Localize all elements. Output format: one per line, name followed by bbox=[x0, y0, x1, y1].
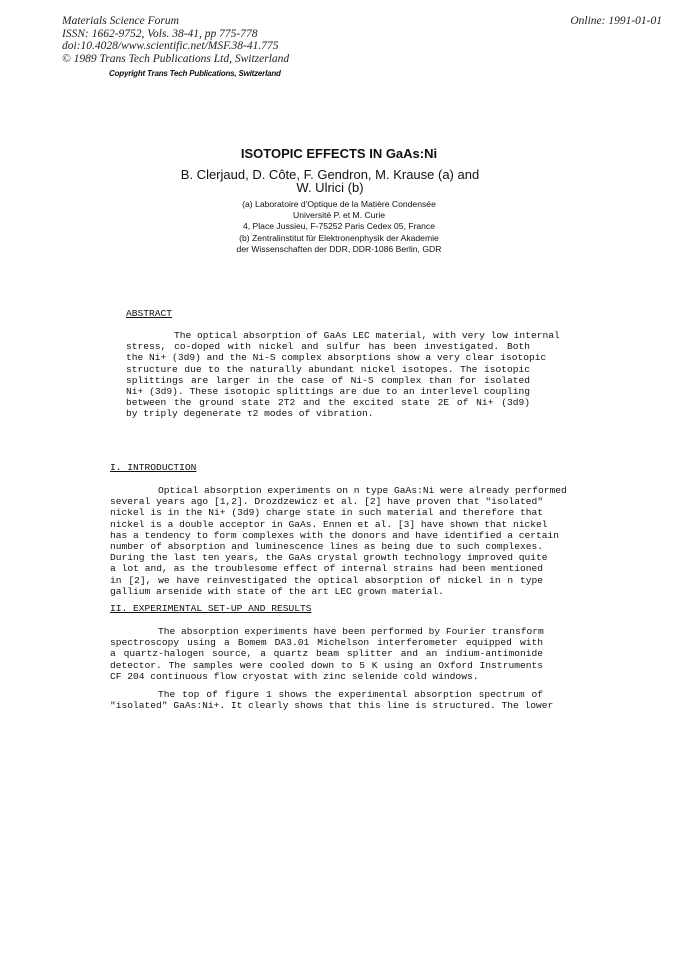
text-line: a lot and, as the troublesome effect of internal strains had been mentioned bbox=[110, 563, 543, 575]
abstract-line: between the ground state 2T2 and the excited state 2E of Ni+ (3d9) bbox=[126, 397, 530, 409]
affiliation-line: (b) Zentralinstitut für Elektronenphysik der Akademie bbox=[239, 232, 439, 243]
abstract-line: splittings are larger in the case of Ni-S complex than for isolated bbox=[126, 374, 530, 386]
text-line: number of absorption and luminescence lines as being due to such complexes. bbox=[110, 540, 543, 552]
affiliations bbox=[0, 199, 678, 255]
section-heading-experimental: II. EXPERIMENTAL SET-UP AND RESULTS bbox=[110, 603, 312, 614]
text-line: nickel is a double acceptor in GaAs. Ennen et al. [3] have shown that nickel bbox=[110, 518, 548, 530]
text-line: nickel is in the Ni+ (3d9) charge state in such material and therefore that bbox=[110, 507, 543, 519]
abstract-line: structure due to the naturally abundant nickel isotopes. The isotopic bbox=[126, 363, 530, 375]
abstract-line: the Ni+ (3d9) and the Ni-S complex absorptions show a very clear isotopic bbox=[126, 352, 547, 364]
affiliation-line: (a) Laboratoire d'Optique de la Matière Condensée bbox=[242, 199, 436, 209]
issn-line: ISSN: 1662-9752, Vols. 38-41, pp 775-778 bbox=[62, 27, 258, 40]
publication-metadata bbox=[62, 15, 289, 65]
text-line: The top of figure 1 shows the experimental absorption spectrum of bbox=[158, 689, 543, 700]
abstract-line: Ni+ (3d9). These isotopic splittings are due to an interlevel coupling bbox=[126, 385, 530, 397]
text-line: several years ago [1,2]. Drozdzewicz et al. [2] have proven that "isolated" bbox=[110, 496, 543, 508]
abstract-line: by triply degenerate τ2 modes of vibration. bbox=[126, 408, 374, 420]
author-list bbox=[170, 168, 490, 194]
text-line: a quartz-halogen source, a quartz beam splitter and an indium-antimonide bbox=[110, 648, 543, 660]
text-line: Optical absorption experiments on n type GaAs:Ni were already performed bbox=[158, 485, 567, 496]
abstract-line: stress, co-doped with nickel and sulfur has been investigated. Both bbox=[126, 341, 530, 353]
text-line: has a tendency to form complexes with the donors and have identified a certain bbox=[110, 529, 560, 541]
journal-name: Materials Science Forum bbox=[62, 15, 179, 27]
experimental-paragraph-2 bbox=[110, 689, 554, 712]
authors-line-1: B. Clerjaud, D. Côte, F. Gendron, M. Krause (a) and bbox=[180, 167, 480, 182]
abstract-line: The optical absorption of GaAs LEC material, with very low internal bbox=[174, 330, 560, 341]
introduction-body bbox=[110, 485, 567, 597]
abstract-heading: ABSTRACT bbox=[126, 308, 173, 319]
doi-line: doi:10.4028/www.scientific.net/MSF.38-41.775 bbox=[62, 40, 279, 52]
text-line: detector. The samples were cooled down to 5 K using an Oxford Instruments bbox=[110, 659, 543, 671]
section-heading-introduction: I. INTRODUCTION bbox=[110, 462, 197, 473]
text-line: "isolated" GaAs:Ni+. It clearly shows that this line is structured. The lower bbox=[110, 700, 554, 712]
affiliation-line: Université P. et M. Curie bbox=[292, 210, 386, 221]
authors-line-2: W. Ulrici (b) bbox=[296, 180, 364, 195]
text-line: in [2], we have reinvestigated the optical absorption of nickel in n type bbox=[110, 574, 543, 586]
copyright-stamp: Copyright Trans Tech Publications, Switzerland bbox=[109, 69, 281, 78]
affiliation-line: der Wissenschaften der DDR, DDR-1086 Berlin, GDR bbox=[236, 243, 442, 254]
text-line: CF 204 continuous flow cryostat with zinc selenide cold windows. bbox=[110, 670, 479, 682]
publisher-line: © 1989 Trans Tech Publications Ltd, Switzerland bbox=[62, 52, 290, 65]
online-date: Online: 1991-01-01 bbox=[570, 15, 662, 27]
text-line: gallium arsenide with state of the art LEC grown material. bbox=[110, 585, 444, 597]
text-line: The absorption experiments have been performed by Fourier transform bbox=[158, 626, 544, 637]
text-line: spectroscopy using a Bomem DA3.01 Michelson interferometer equipped with bbox=[110, 637, 543, 649]
abstract-body bbox=[126, 330, 560, 420]
affiliation-line: 4, Place Jussieu, F-75252 Paris Cedex 05, France bbox=[242, 221, 436, 232]
experimental-paragraph-1 bbox=[110, 626, 543, 682]
paper-title: ISOTOPIC EFFECTS IN GaAs:Ni bbox=[240, 146, 438, 161]
text-line: During the last ten years, the GaAs crystal growth technology improved quite bbox=[110, 552, 548, 564]
